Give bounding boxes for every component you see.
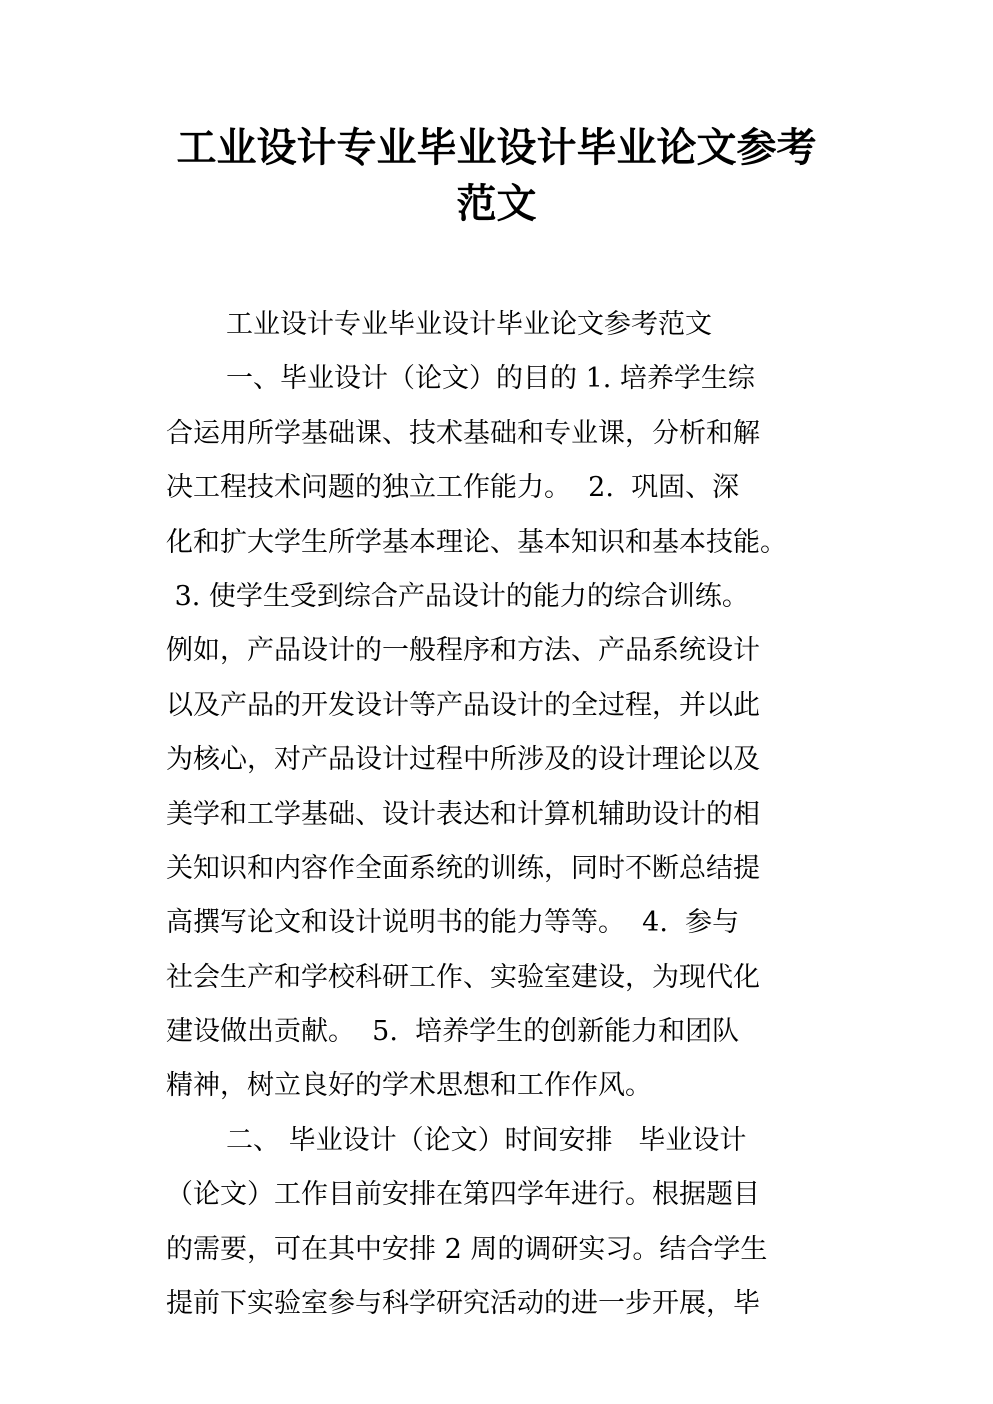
title-line-2: 范文 [456,181,537,227]
paragraph-1-line: 例如，产品设计的一般程序和方法、产品系统设计 [166,635,760,667]
paragraph-1-line: 以及产品的开发设计等产品设计的全过程，并以此 [166,689,760,721]
paragraph-2-line: 二、 毕业设计（论文）时间安排 毕业设计 [226,1124,747,1156]
paragraph-1-line: 社会生产和学校科研工作、实验室建设，为现代化 [166,961,760,993]
document-body [166,298,828,1331]
paragraph-1-line: 建设做出贡献。 5. 培养学生的创新能力和团队 [166,1016,740,1048]
paragraph-1-line: 合运用所学基础课、技术基础和专业课，分析和解 [166,417,760,449]
title-line-1: 工业设计专业毕业设计毕业论文参考 [176,125,817,171]
paragraph-1-line: 化和扩大学生所学基本理论、基本知识和基本技能。 [166,526,787,558]
paragraph-1-line: 为核心，对产品设计过程中所涉及的设计理论以及 [166,744,760,776]
paragraph-1-line: 美学和工学基础、设计表达和计算机辅助设计的相 [166,798,760,830]
paragraph-1-line: 关知识和内容作全面系统的训练，同时不断总结提 [166,852,760,884]
paragraph-1-line: 3. 使学生受到综合产品设计的能力的综合训练。 [166,580,749,612]
paragraph-2-line: 提前下实验室参与科学研究活动的进一步开展，毕 [166,1288,760,1320]
body-heading: 工业设计专业毕业设计毕业论文参考范文 [226,309,712,340]
paragraph-1-line: 一、毕业设计（论文）的目的 1. 培养学生综 [226,363,755,395]
paragraph-1-line: 精神，树立良好的学术思想和工作作风。 [166,1070,652,1102]
paragraph-2-line: （论文）工作目前安排在第四学年进行。根据题目 [166,1179,760,1211]
paragraph-1-line: 高撰写论文和设计说明书的能力等等。 4. 参与 [166,907,740,939]
paragraph-2-line: 的需要，可在其中安排 2 周的调研实习。结合学生 [166,1233,768,1265]
document-title [160,120,833,232]
paragraph-1-line: 决工程技术问题的独立工作能力。 2. 巩固、深 [166,472,740,504]
